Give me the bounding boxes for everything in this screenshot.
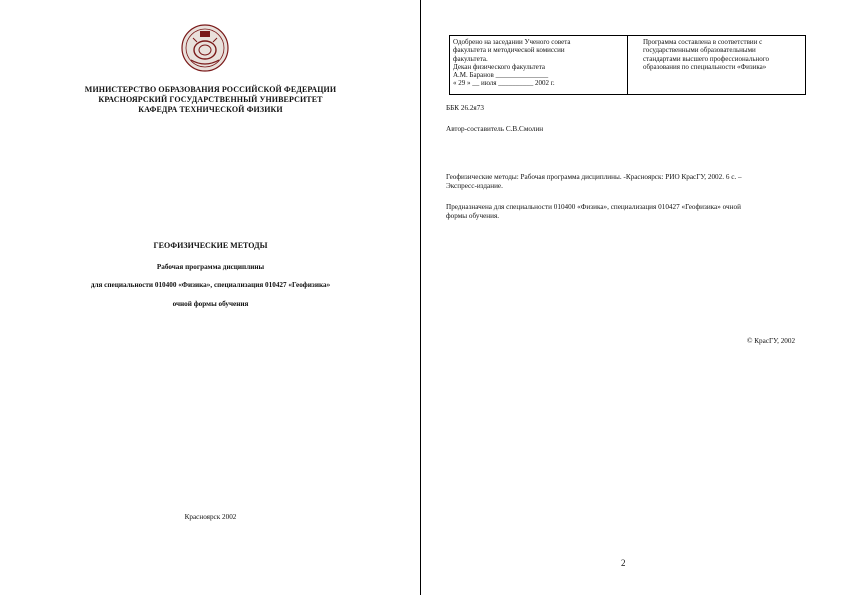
approval-line: Декан физического факультета bbox=[453, 62, 546, 71]
page-number: 2 bbox=[621, 558, 626, 568]
purpose-line-2: формы обучения. bbox=[446, 212, 500, 220]
author-line: Автор-составитель С.В.Смолин bbox=[446, 125, 544, 133]
purpose-line-1: Предназначена для специальности 010400 «Физика», специализация 010427 «Геофизика» очной bbox=[446, 203, 741, 211]
approval-line: факультета и методической комиссии bbox=[453, 46, 565, 55]
approval-left-column bbox=[453, 38, 623, 88]
document-title: ГЕОФИЗИЧЕСКИЕ МЕТОДЫ bbox=[153, 241, 268, 250]
university-emblem-icon bbox=[181, 24, 229, 72]
standards-line: стандартами высшего профессионального bbox=[643, 54, 769, 63]
approval-line: А.М. Баранов _______________ bbox=[453, 71, 549, 80]
university-heading: КРАСНОЯРСКИЙ ГОСУДАРСТВЕННЫЙ УНИВЕРСИТЕТ bbox=[98, 95, 323, 104]
approval-right-column bbox=[643, 38, 803, 71]
standards-line: образования по специальности «Физика» bbox=[643, 62, 767, 71]
bbk-code: ББК 26.2я73 bbox=[446, 104, 484, 112]
standards-line: Программа составлена в соответствии с bbox=[643, 38, 763, 46]
standards-line: государственными образовательными bbox=[643, 46, 756, 55]
study-form-line: очной формы обучения bbox=[172, 300, 249, 308]
approval-date-line: « 29 » __ июля __________ 2002 г. bbox=[453, 79, 555, 88]
document-subtitle: Рабочая программа дисциплины bbox=[156, 263, 265, 271]
city-year: Красноярск 2002 bbox=[184, 513, 237, 521]
copyright: © КрасГУ, 2002 bbox=[747, 337, 796, 345]
ministry-heading: МИНИСТЕРСТВО ОБРАЗОВАНИЯ РОССИЙСКОЙ ФЕДЕРАЦИИ bbox=[84, 85, 337, 94]
approval-box bbox=[449, 35, 806, 95]
department-heading: КАФЕДРА ТЕХНИЧЕСКОЙ ФИЗИКИ bbox=[138, 105, 283, 114]
approval-line: Одобрено на заседании Ученого совета bbox=[453, 38, 571, 46]
specialty-line: для специальности 010400 «Физика», специализация 010427 «Геофизика» bbox=[90, 281, 331, 289]
approval-box-separator bbox=[627, 36, 628, 94]
bibliographic-line-1: Геофизические методы: Рабочая программа дисциплины. -Красноярск: РИО КрасГУ, 2002. 6 с. – bbox=[446, 173, 742, 181]
bibliographic-line-2: Экспресс-издание. bbox=[446, 182, 503, 190]
approval-line: факультета. bbox=[453, 54, 488, 63]
